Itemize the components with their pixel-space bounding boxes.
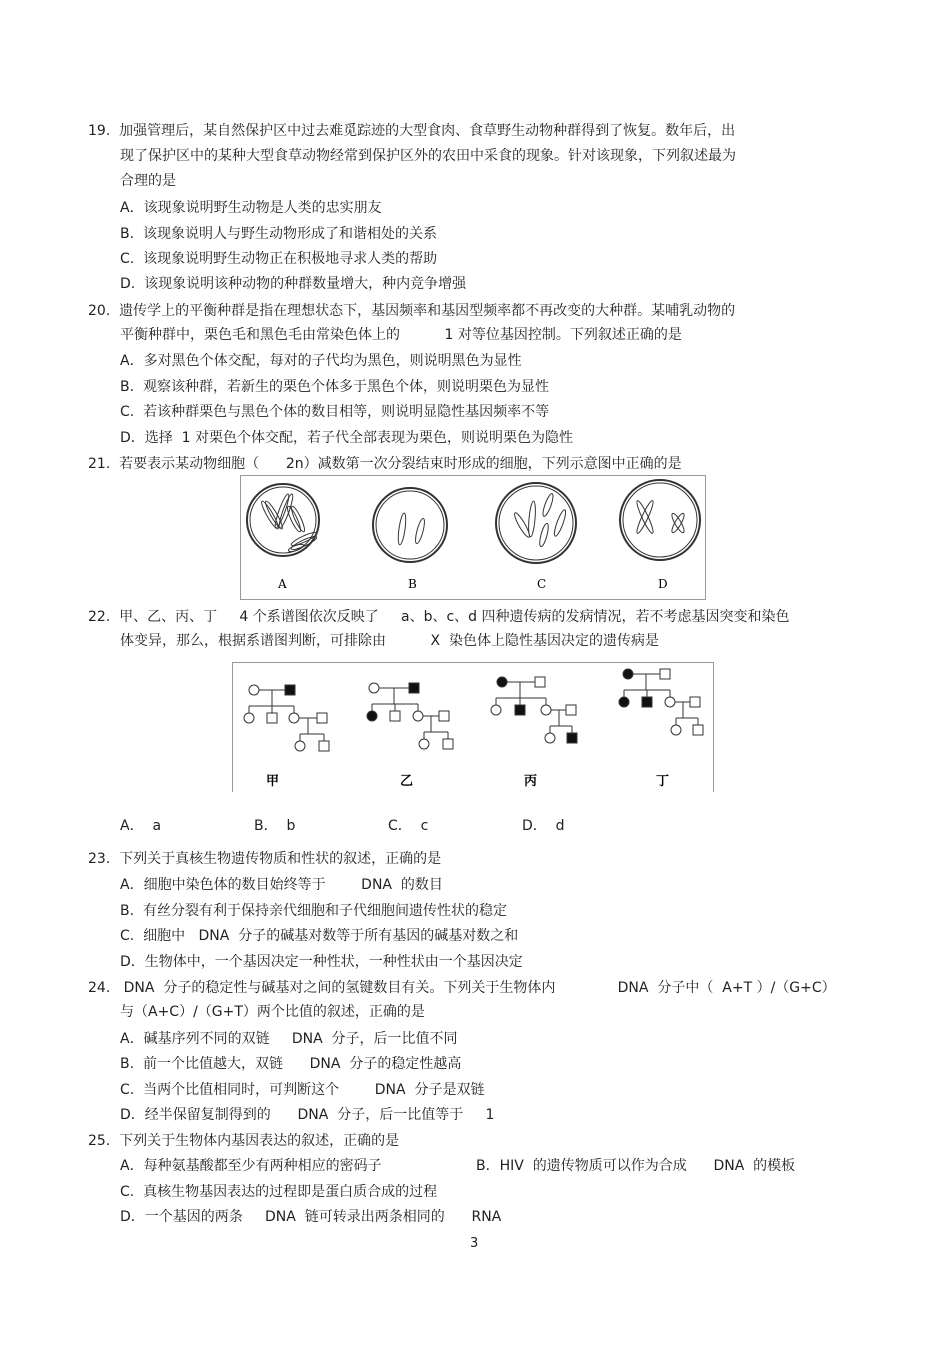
q20-option-c: C. 若该种群栗色与黑色个体的数目相等，则说明显隐性基因频率不等 xyxy=(120,404,550,420)
q23-option-c: C. 细胞中 DNA 分子的碱基对数等于所有基因的碱基对数之和 xyxy=(120,928,519,944)
cell-label-b: B xyxy=(408,577,417,591)
q23-option-b: B. 有丝分裂有利于保持亲代细胞和子代细胞间遗传性状的稳定 xyxy=(120,903,507,919)
q24-option-c: C. 当两个比值相同时，可判断这个 DNA 分子是双链 xyxy=(120,1082,485,1098)
pedigree-yi xyxy=(367,683,453,749)
q23-stem: 23. 下列关于真核生物遗传物质和性状的叙述，正确的是 xyxy=(88,851,442,867)
pedigree-label-jia: 甲 xyxy=(266,774,280,789)
q19-stem-line3: 合理的是 xyxy=(120,173,176,189)
q21-stem: 21. 若要表示某动物细胞（ 2n）减数第一次分裂结束时形成的细胞，下列示意图中正确的是 xyxy=(88,456,682,472)
cell-d-diagram xyxy=(620,480,700,560)
q22-option-d: D． d xyxy=(522,818,565,834)
q22-stem-line2: 体变异，那么，根据系谱图判断，可排除由 X 染色体上隐性基因决定的遗传病是 xyxy=(120,633,659,649)
cell-label-d: D xyxy=(658,577,668,591)
q25-option-a: A．每种氨基酸都至少有两种相应的密码子 xyxy=(120,1158,382,1174)
q24-stem-line1: 24. DNA 分子的稳定性与碱基对之间的氢键数目有关。下列关于生物体内 DNA 分子中（ A+T ）/（G+C） xyxy=(88,980,836,996)
cell-label-c: C xyxy=(537,577,547,591)
q22-option-c: C． c xyxy=(388,818,429,834)
q20-option-d: D．选择 1 对栗色个体交配，若子代全部表现为栗色，则说明栗色为隐性 xyxy=(120,430,574,446)
q19-stem-line2: 现了保护区中的某种大型食草动物经常到保护区外的农田中采食的现象。针对该现象，下列叙述最为 xyxy=(120,148,736,164)
q19-option-d: D. 该现象说明该种动物的种群数量增大，种内竞争增强 xyxy=(120,276,467,292)
cell-division-figure xyxy=(240,475,706,600)
q23-option-a: A．细胞中染色体的数目始终等于 DNA 的数目 xyxy=(120,877,443,893)
q25-option-d: D．一个基因的两条 DNA 链可转录出两条相同的 RNA xyxy=(120,1209,502,1225)
q24-option-a: A．碱基序列不同的双链 DNA 分子，后一比值不同 xyxy=(120,1031,458,1047)
pedigree-bing xyxy=(491,677,577,743)
q20-stem-line2: 平衡种群中，栗色毛和黑色毛由常染色体上的 1 对等位基因控制。下列叙述正确的是 xyxy=(120,327,682,343)
pedigree-label-yi: 乙 xyxy=(400,774,414,789)
q19-option-c: C. 该现象说明野生动物正在积极地寻求人类的帮助 xyxy=(120,251,438,267)
q20-stem-line1: 20. 遗传学上的平衡种群是指在理想状态下，基因频率和基因型频率都不再改变的大种群。某哺乳动物的 xyxy=(88,303,736,319)
page-number: 3 xyxy=(470,1236,479,1251)
cell-label-a: A xyxy=(278,577,287,591)
q25-option-c: C. 真核生物基因表达的过程即是蛋白质合成的过程 xyxy=(120,1184,438,1200)
q20-option-a: A．多对黑色个体交配，每对的子代均为黑色，则说明黑色为显性 xyxy=(120,353,522,369)
pedigree-jia xyxy=(244,685,329,751)
pedigree-figure xyxy=(232,662,714,792)
q22-option-b: B． b xyxy=(254,818,296,834)
cell-a-diagram xyxy=(247,484,319,556)
pedigree-label-bing: 丙 xyxy=(524,774,538,789)
pedigree-ding xyxy=(619,669,703,735)
q25-option-b: B．HIV 的遗传物质可以作为合成 DNA 的模板 xyxy=(476,1158,796,1174)
q24-option-d: D．经半保留复制得到的 DNA 分子，后一比值等于 1 xyxy=(120,1107,495,1123)
q22-stem-line1: 22. 甲、乙、丙、丁 4 个系谱图依次反映了 a、b、c、d 四种遗传病的发病情况，若不考虑基因突变和染色 xyxy=(88,609,790,625)
q25-stem: 25. 下列关于生物体内基因表达的叙述，正确的是 xyxy=(88,1133,400,1149)
q19-option-a: A．该现象说明野生动物是人类的忠实朋友 xyxy=(120,200,382,216)
pedigree-label-ding: 丁 xyxy=(656,774,670,789)
q24-stem-line2: 与（A+C）/（G+T）两个比值的叙述，正确的是 xyxy=(120,1004,425,1020)
cell-c-diagram xyxy=(496,483,576,563)
cell-b-diagram xyxy=(373,488,447,562)
q22-option-a: A． a xyxy=(120,818,162,834)
q19-stem-line1: 19. 加强管理后，某自然保护区中过去难觅踪迹的大型食肉、食草野生动物种群得到了恢复。数年后，出 xyxy=(88,123,736,139)
q19-option-b: B. 该现象说明人与野生动物形成了和谐相处的关系 xyxy=(120,226,437,242)
q24-option-b: B. 前一个比值越大，双链 DNA 分子的稳定性越高 xyxy=(120,1056,462,1072)
q20-option-b: B. 观察该种群，若新生的栗色个体多于黑色个体，则说明栗色为显性 xyxy=(120,379,549,395)
q23-option-d: D．生物体中，一个基因决定一种性状，一种性状由一个基因决定 xyxy=(120,954,523,970)
